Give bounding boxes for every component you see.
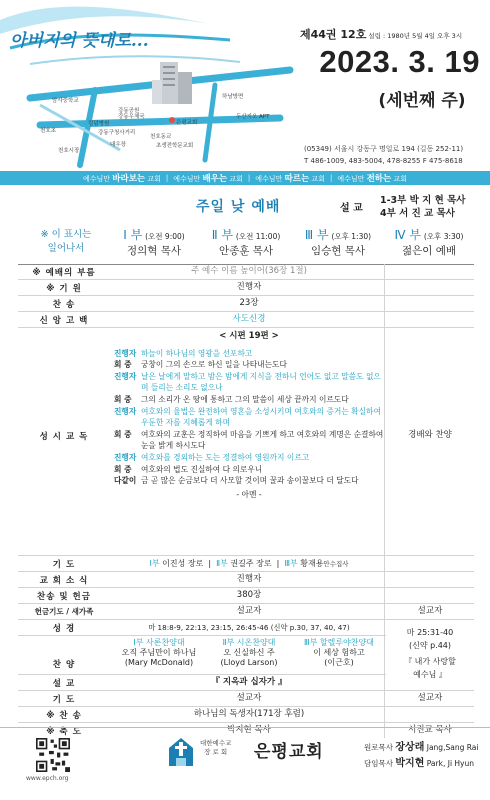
motto-item: 예수님만 전하는 교회 xyxy=(337,174,407,184)
preacher-line: 4부 서 진 교 목사 xyxy=(380,208,455,219)
bulletin-date: 2023. 3. 19 xyxy=(319,44,480,79)
service-part-4 xyxy=(384,228,474,264)
map-label: 대우장 xyxy=(110,142,126,148)
standing-note: ※ 이 표시는 일어나서 xyxy=(40,229,92,254)
row-label: 교 회 소 식 xyxy=(39,575,89,586)
service-part-2 xyxy=(200,228,292,264)
church-news: 진행자 xyxy=(236,574,262,584)
reading-line: 진행자 여호와의 율법은 완전하여 영혼을 소성시키며 여호와의 증거는 확실하여 우둔한 자를 지혜롭게 하며 xyxy=(114,406,381,428)
row-label: 찬 송 xyxy=(52,299,76,310)
church-address xyxy=(304,143,463,167)
preacher-list xyxy=(380,194,465,220)
pastor-emeritus: 원로목사 장상래 Jang,Sang Rai xyxy=(364,742,479,753)
motto-item: 예수님만 따르는 교회 xyxy=(255,174,325,184)
founded-date: 설립 : 1980년 5월 4일 오후 3시 xyxy=(368,32,463,40)
motto-separator: | xyxy=(329,174,333,182)
map-label: 은평교회 xyxy=(176,120,198,126)
part-time: (오후 1:30) xyxy=(331,232,372,241)
map-label: 암사중학교 xyxy=(52,98,79,104)
row-label: 설 교 xyxy=(52,678,76,689)
choir-1: Ⅰ부 사론찬양대 오직 주님만이 하나님 (Mary McDonald) xyxy=(121,638,197,667)
website-link[interactable]: www.epch.org xyxy=(26,775,69,782)
youth-offering-prayer: 설교자 xyxy=(417,606,443,616)
map-label: 강동공원 xyxy=(118,108,140,114)
sermon-title: 『 지옥과 십자가 』 xyxy=(211,677,287,687)
row-label: 성 경 xyxy=(52,623,76,634)
volume-number: 제44권 12호 xyxy=(300,28,367,41)
map-label: 천호동교 xyxy=(150,134,172,140)
part-time: (오후 3:30) xyxy=(423,232,464,241)
row-label: 신 앙 고 백 xyxy=(39,315,89,326)
row-label: 성 시 교 독 xyxy=(39,431,89,442)
reading-line: 다같이 금 곧 많은 순금보다 더 사모할 것이며 꿀과 송이꿀보다 더 달도다 xyxy=(114,476,359,486)
part-time: (오전 11:00) xyxy=(235,232,281,241)
service-title-row xyxy=(0,192,490,222)
choir-2: Ⅱ부 시온찬양대 오 신실하신 주 (Lloyd Larson) xyxy=(220,638,278,667)
prayer-leaders: Ⅰ부 이진성 장로 | Ⅱ부 권길주 장로 | Ⅲ부 황재용안수집사 xyxy=(149,559,349,568)
responsive-reading xyxy=(114,331,384,500)
senior-pastor: 담임목사 박지현 Park, Ji Hyun xyxy=(364,758,474,769)
motto-item: 예수님만 바라보는 교회 xyxy=(83,174,161,184)
week-label: (세번째 주) xyxy=(378,91,466,111)
part-leader: 정의혁 목사 xyxy=(126,245,182,257)
preacher-label: 설 교 xyxy=(340,203,363,214)
map-graphic xyxy=(0,0,300,168)
offering-prayer: 설교자 xyxy=(236,606,262,616)
map-label: 킹덤병원 xyxy=(88,121,110,127)
reading-line: 진행자 날은 날에게 말하고 밤은 밤에게 지식을 전하니 언어도 없고 말씀도 없으며 들리는 소리도 없으나 xyxy=(114,371,381,393)
part-leader: 젊은이 예배 xyxy=(401,245,457,257)
closing-prayer: 설교자 xyxy=(236,693,262,703)
reading-line: 회 중 그의 소리가 온 땅에 통하고 그의 말씀이 세상 끝까지 이르도다 xyxy=(114,394,349,404)
row-label: ※ 찬 송 xyxy=(46,710,82,721)
qr-code-icon[interactable] xyxy=(36,738,70,772)
motto-item: 예수님만 배우는 교회 xyxy=(173,174,243,184)
benediction: 박지현 목사 xyxy=(227,725,271,735)
reading-line: 회 중 여호와의 법도 진실하여 다 의로우니 xyxy=(114,464,263,474)
psalm-title: < 시편 19편 > xyxy=(219,331,279,341)
service-part-1 xyxy=(108,228,200,264)
offering-hymn: 380장 xyxy=(236,590,262,600)
map-label: 천호시장 xyxy=(58,148,80,154)
part-leader: 안종훈 목사 xyxy=(218,245,274,257)
row-label: ※ 기 원 xyxy=(46,283,82,294)
map-label: 강동구청사거리 xyxy=(98,130,136,136)
youth-scripture: 마 25:31-40 (신약 p.44) xyxy=(406,628,454,650)
row-label: ※ 예배의 부름 xyxy=(32,267,96,278)
denomination: 대한예수교 장 로 회 xyxy=(200,739,232,756)
youth-sermon-title: 『 내가 사랑할 예수님 』 xyxy=(404,657,456,679)
bulletin-footer xyxy=(0,727,490,800)
closing-hymn: 하나님의 독생자(171장 후렴) xyxy=(193,709,305,719)
motto-bar xyxy=(0,171,490,185)
map-label: 천호초 xyxy=(40,128,56,134)
scripture: 마 18:8-9, 22:13, 23:15, 26:45-46 (신약 p.30, 37, 40, 47) xyxy=(148,623,350,632)
map-label: 하남방면 xyxy=(222,94,244,100)
preacher-line: 1-3부 박 지 현 목사 xyxy=(380,195,466,206)
creed: 사도신경 xyxy=(232,314,266,324)
address-line: (05349) 서울시 강동구 명일로 194 (길동 252-11) xyxy=(304,145,464,153)
row-label: 헌금기도 / 새가족 xyxy=(34,607,94,616)
church-name: 은평교회 xyxy=(254,742,324,762)
youth-closing-prayer: 설교자 xyxy=(417,693,443,703)
part-time: (오전 9:00) xyxy=(145,232,185,241)
map-label: 강동우체국 xyxy=(118,114,145,120)
part-label: Ⅰ 부 xyxy=(123,228,143,242)
youth-reading: 경배와 찬양 xyxy=(408,430,452,440)
reading-line: 회 중 여호와의 교훈은 정직하여 마음을 기쁘게 하고 여호와의 계명은 순결하여 눈을 밝게 하시도다 xyxy=(114,429,384,451)
reading-line: 진행자 여호와를 경외하는 도는 정결하여 영원까지 이르고 xyxy=(114,452,310,462)
church-logo-icon xyxy=(166,736,196,768)
amen: - 아멘 - xyxy=(236,489,262,499)
part-label: Ⅲ 부 xyxy=(304,228,329,242)
row-label: 찬송 및 헌금 xyxy=(37,591,91,602)
reading-line: 진행자 하늘이 하나님의 영광을 선포하고 xyxy=(114,348,253,358)
row-label: ※ 축 도 xyxy=(46,726,82,737)
hymn: 23장 xyxy=(239,298,259,308)
volume-info xyxy=(300,26,462,42)
choir-3: Ⅲ부 할렐루야찬양대 이 세상 험하고 (이근호) xyxy=(304,638,374,667)
part-label: Ⅳ 부 xyxy=(394,228,422,242)
bulletin-header xyxy=(0,0,490,168)
map-label: 두산지오 APT xyxy=(236,114,270,120)
motto-separator: | xyxy=(165,174,169,182)
row-label: 찬 양 xyxy=(52,659,76,670)
youth-benediction: 서진교 목사 xyxy=(408,725,452,735)
phone-line: T 486-1009, 483-5004, 478-8255 F 475-8618 xyxy=(304,157,463,165)
reading-line: 회 중 궁창이 그의 손으로 하신 일을 나타내는도다 xyxy=(114,360,287,370)
part-label: Ⅱ 부 xyxy=(211,228,234,242)
map-label: 초생전학문교회 xyxy=(156,143,194,149)
row-label: 기 도 xyxy=(52,559,76,570)
motto-graphic-text: 아버지의 뜻대로... xyxy=(10,31,149,51)
row-label: 기 도 xyxy=(52,694,76,705)
invocation: 진행자 xyxy=(236,282,262,292)
service-part-3 xyxy=(292,228,384,264)
part-leader: 임승현 목사 xyxy=(310,245,366,257)
call-to-worship: 주 예수 이름 높이어(36장 1절) xyxy=(191,266,307,276)
service-title: 주일 낮 예배 xyxy=(196,199,281,215)
motto-separator: | xyxy=(247,174,251,182)
